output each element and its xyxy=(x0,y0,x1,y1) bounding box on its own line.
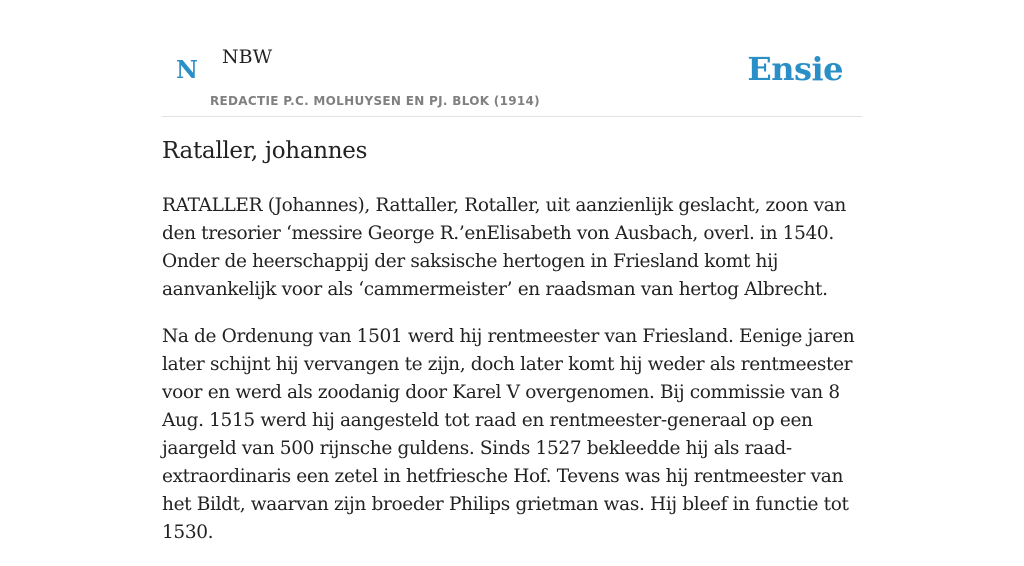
source-logo[interactable]: N xyxy=(176,55,198,84)
source-editors: REDACTIE P.C. MOLHUYSEN EN PJ. BLOK (1914) xyxy=(210,94,540,108)
article-paragraph: RATALLER (Johannes), Rattaller, Rotaller, uit aanzienlijk geslacht, zoon van den tresorier ‘messire George R.’enElisabeth von Ausbach, overl. in 1540. Onder de heerschappij der saksische hertogen in Friesland komt hij aanvankelijk voor als ‘cammermeister’ en raadsman van hertog Albrecht. xyxy=(162,195,846,300)
source-name[interactable]: NBW xyxy=(222,46,273,68)
source-header xyxy=(162,0,862,117)
ensie-logo[interactable]: Ensie xyxy=(747,50,843,88)
article-title: Rataller, johannes xyxy=(162,138,368,164)
article-body xyxy=(162,192,862,566)
article-paragraph: Na de Ordenung van 1501 werd hij rentmeester van Friesland. Eenige jaren later schijnt hij vervangen te zijn, doch later komt hij weder als rentmeester voor en werd als zoodanig door Karel V overgenomen. Bij commissie van 8 Aug. 1515 werd hij aangesteld tot raad en rentmeester-generaal op een jaargeld van 500 rijnsche guldens. Sinds 1527 bekleedde hij als raad-extraordinaris een zetel in hetfriesche Hof. Tevens was hij rentmeester van het Bildt, waarvan zijn broeder Philips grietman was. Hij bleef in functie tot 1530. xyxy=(162,326,855,543)
